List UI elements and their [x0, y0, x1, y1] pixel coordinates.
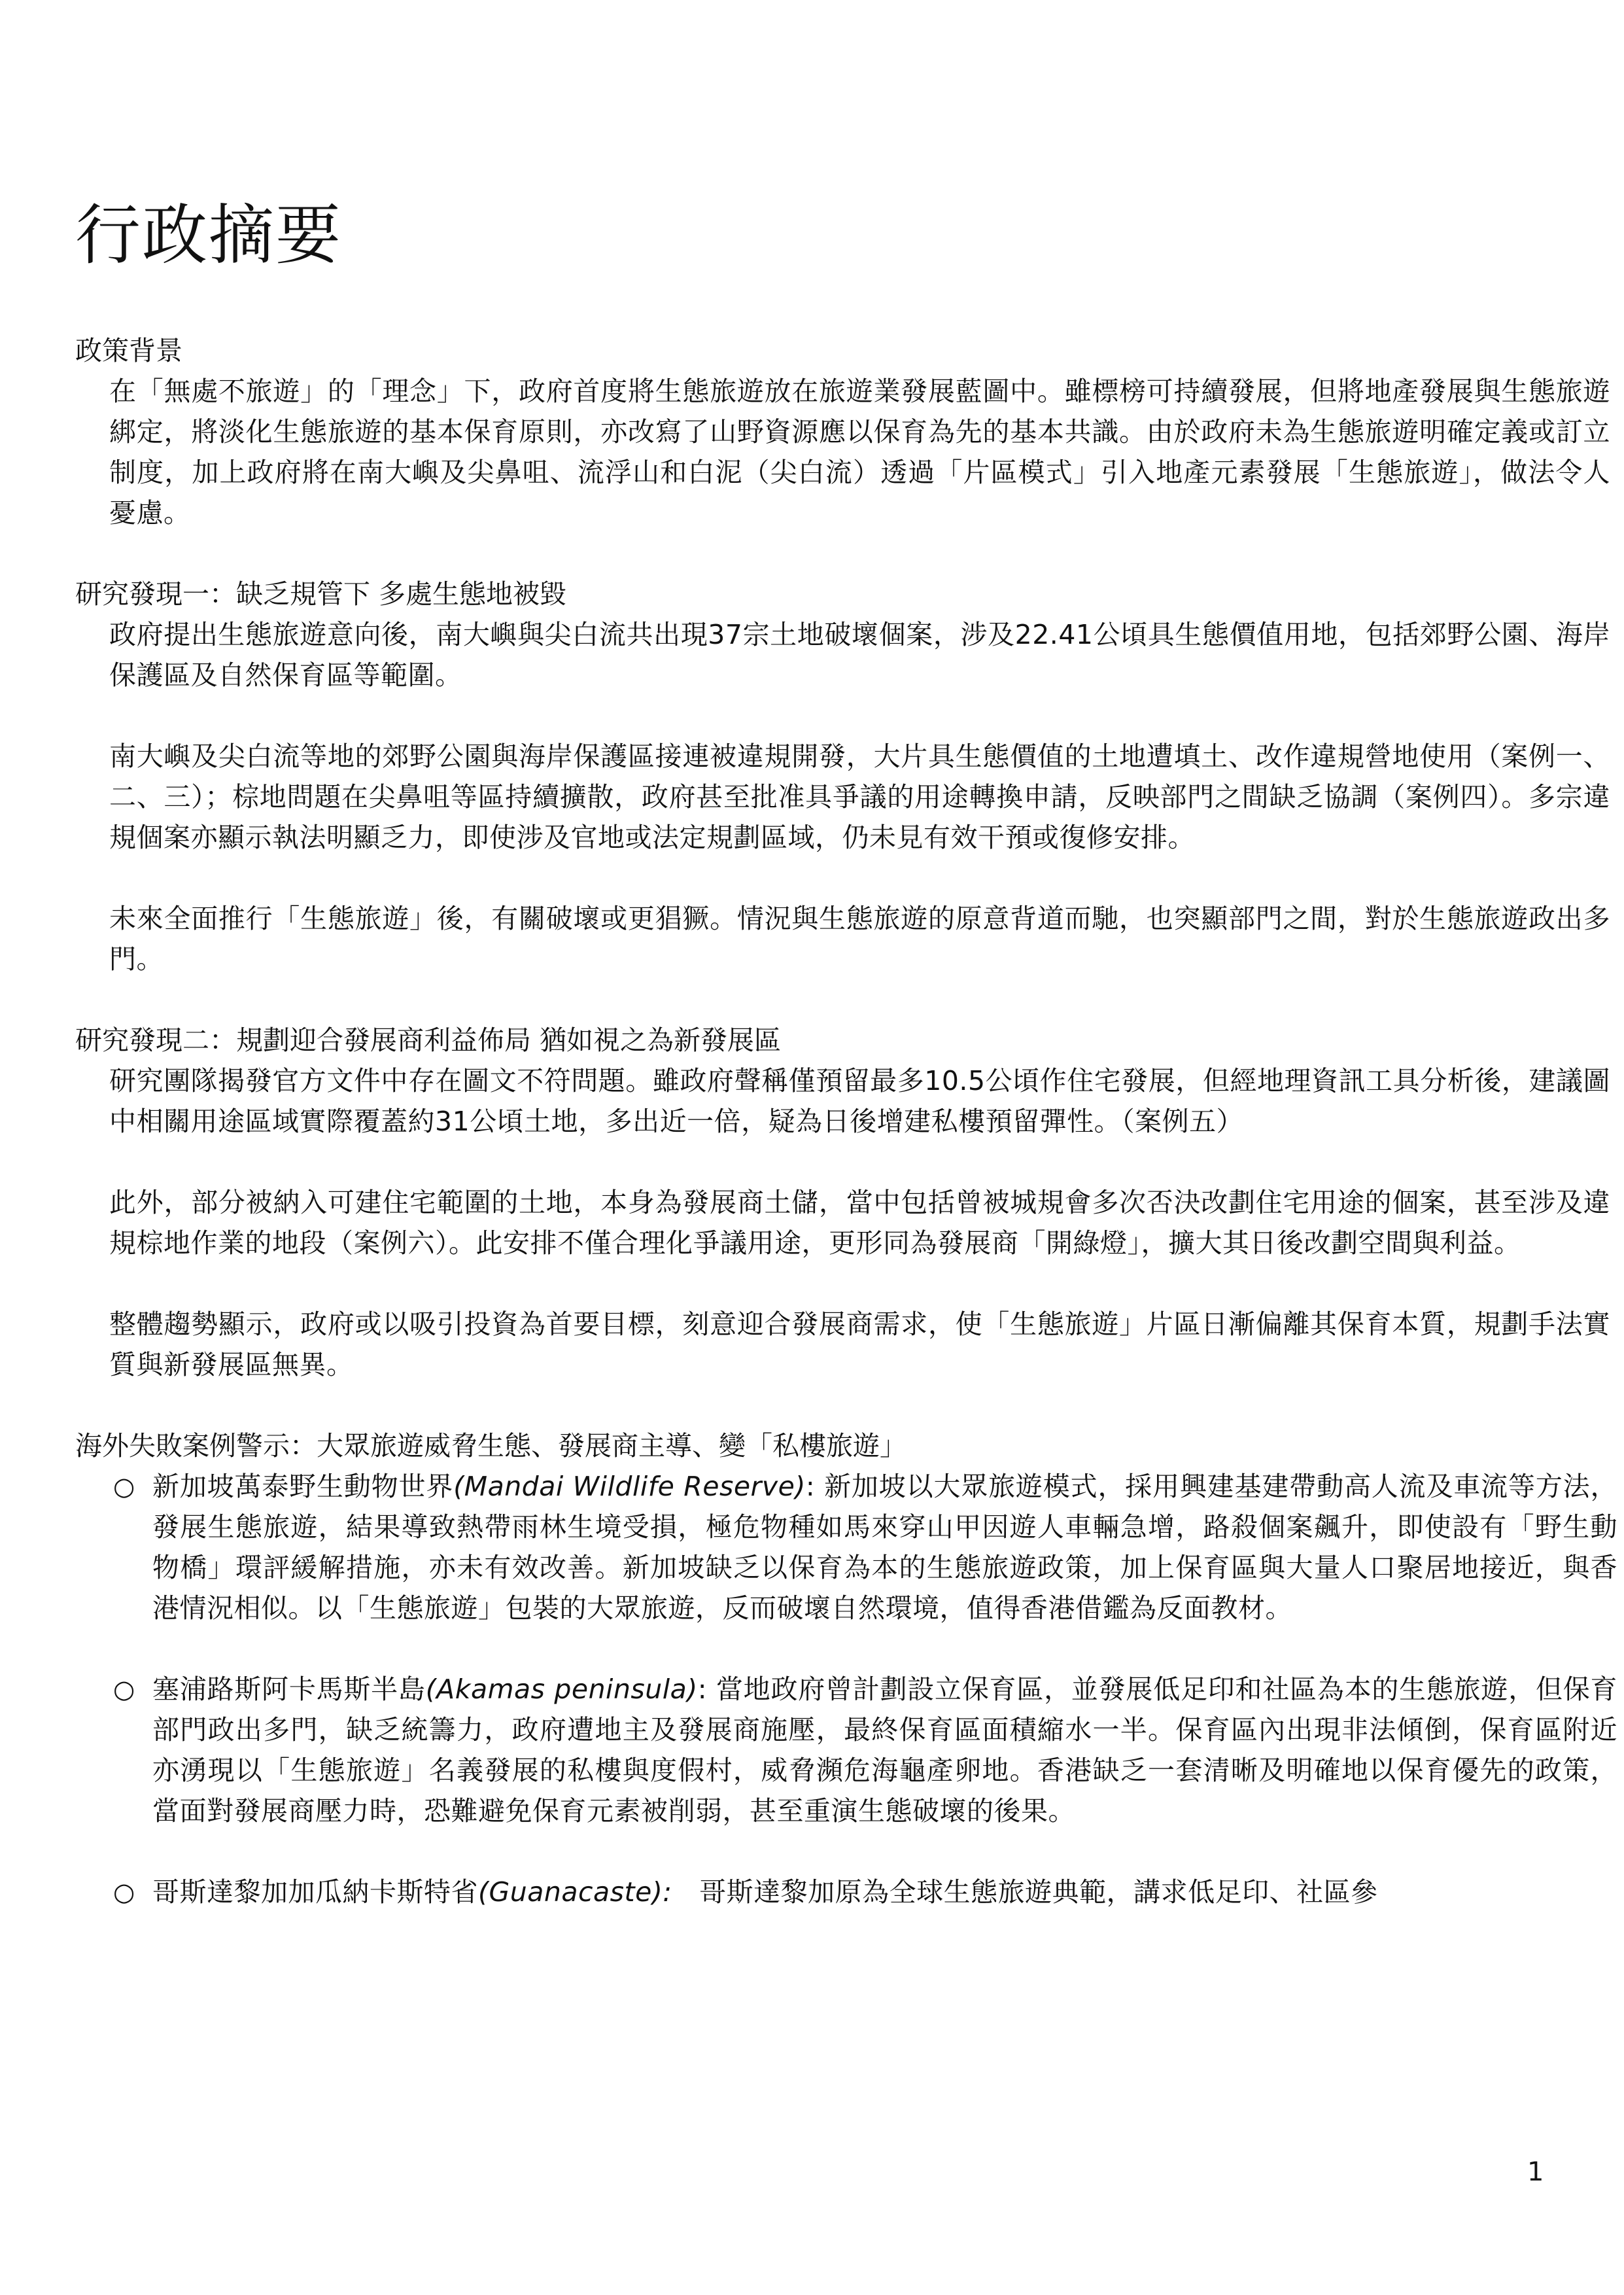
case-name: 哥斯達黎加加瓜納卡斯特省 [152, 1876, 478, 1908]
section-finding-two [75, 1020, 1610, 1385]
list-item [75, 1466, 1617, 1628]
case-name: 新加坡萬泰野生動物世界 [152, 1471, 454, 1502]
bullet-circle-icon: ○ [113, 1675, 135, 1704]
case-name-english: (Akamas peninsula) [425, 1673, 698, 1705]
page-number: 1 [1527, 2157, 1544, 2187]
section-finding-one [75, 574, 1610, 979]
bullet-circle-icon: ○ [113, 1472, 135, 1501]
case-name-english: (Guanacaste): [478, 1876, 672, 1908]
section-heading: 海外失敗案例警示：大眾旅遊威脅生態、發展商主導、變「私樓旅遊」 [75, 1430, 907, 1462]
paragraph: 整體趨勢顯示，政府或以吸引投資為首要目標，刻意迎合發展商需求，使「生態旅遊」片區日漸偏離其保育本質，規劃手法實質與新發展區無異。 [109, 1308, 1610, 1380]
document-body [75, 330, 1617, 1912]
list-item [75, 1669, 1617, 1831]
paragraph: 此外，部分被納入可建住宅範圍的土地，本身為發展商土儲，當中包括曾被城規會多次否決改劃住宅用途的個案，甚至涉及違規棕地作業的地段（案例六）。此安排不僅合理化爭議用途，更形同為發展商「開綠燈」，擴大其日後改劃空間與利益。 [109, 1187, 1610, 1259]
section-policy-background [75, 330, 1610, 533]
paragraph: 未來全面推行「生態旅遊」後，有關破壞或更猖獗。情況與生態旅遊的原意背道而馳，也突顯部門之間，對於生態旅遊政出多門。 [109, 903, 1610, 975]
case-list [75, 1466, 1617, 1912]
section-overseas-cases [75, 1426, 1617, 1912]
case-name: 塞浦路斯阿卡馬斯半島 [152, 1673, 426, 1705]
case-text: : 當地政府曾計劃設立保育區，並發展低足印和社區為本的生態旅遊，但保育部門政出多門，缺乏統籌力，政府遭地主及發展商施壓，最終保育區面積縮水一半。保育區內出現非法傾倒，保育區附近亦湧現以「生態旅遊」名義發展的私樓與度假村，威脅瀕危海龜產卵地。香港缺乏一套清晰及明確地以保育優先的政策，當面對發展商壓力時，恐難避免保育元素被削弱，甚至重演生態破壞的後果。 [152, 1673, 1617, 1827]
case-text: 哥斯達黎加原為全球生態旅遊典範，講求低足印、社區參 [672, 1876, 1378, 1908]
paragraph: 政府提出生態旅遊意向後，南大嶼與尖白流共出現37宗土地破壞個案，涉及22.41公頃具生態價值用地，包括郊野公園、海岸保護區及自然保育區等範圍。 [109, 619, 1610, 691]
case-name-english: (Mandai Wildlife Reserve) [453, 1471, 806, 1502]
case-text: : 新加坡以大眾旅遊模式，採用興建基建帶動高人流及車流等方法，發展生態旅遊，結果導致熱帶雨林生境受損，極危物種如馬來穿山甲因遊人車輛急增，路殺個案飆升，即使設有「野生動物橋」環評緩解措施，亦未有效改善。新加坡缺乏以保育為本的生態旅遊政策，加上保育區與大量人口聚居地接近，與香港情況相似。以「生態旅遊」包裝的大眾旅遊，反而破壞自然環境，值得香港借鑑為反面教材。 [152, 1471, 1617, 1624]
section-heading: 政策背景 [75, 335, 182, 366]
paragraph: 南大嶼及尖白流等地的郊野公園與海岸保護區接連被違規開發，大片具生態價值的土地遭填土、改作違規營地使用（案例一、二、三）；棕地問題在尖鼻咀等區持續擴散，政府甚至批准具爭議的用途轉換申請，反映部門之間缺乏協調（案例四）。多宗違規個案亦顯示執法明顯乏力，即使涉及官地或法定規劃區域，仍未見有效干預或復修安排。 [109, 741, 1610, 853]
paragraph: 研究團隊揭發官方文件中存在圖文不符問題。雖政府聲稱僅預留最多10.5公頃作住宅發展，但經地理資訊工具分析後，建議圖中相關用途區域實際覆蓋約31公頃土地，多出近一倍，疑為日後增建私樓預留彈性。（案例五） [109, 1065, 1610, 1137]
bullet-circle-icon: ○ [113, 1878, 135, 1906]
section-heading: 研究發現一：缺乏規管下 多處生態地被毀 [75, 578, 567, 610]
paragraph: 在「無處不旅遊」的「理念」下，政府首度將生態旅遊放在旅遊業發展藍圖中。雖標榜可持續發展，但將地產發展與生態旅遊綁定，將淡化生態旅遊的基本保育原則，亦改寫了山野資源應以保育為先的基本共識。由於政府未為生態旅遊明確定義或訂立制度，加上政府將在南大嶼及尖鼻咀、流浮山和白泥（尖白流）透過「片區模式」引入地產元素發展「生態旅遊」，做法令人憂慮。 [109, 376, 1610, 529]
section-heading: 研究發現二：規劃迎合發展商利益佈局 猶如視之為新發展區 [75, 1025, 782, 1056]
list-item [75, 1872, 1617, 1912]
page-title: 行政摘要 [75, 197, 342, 273]
